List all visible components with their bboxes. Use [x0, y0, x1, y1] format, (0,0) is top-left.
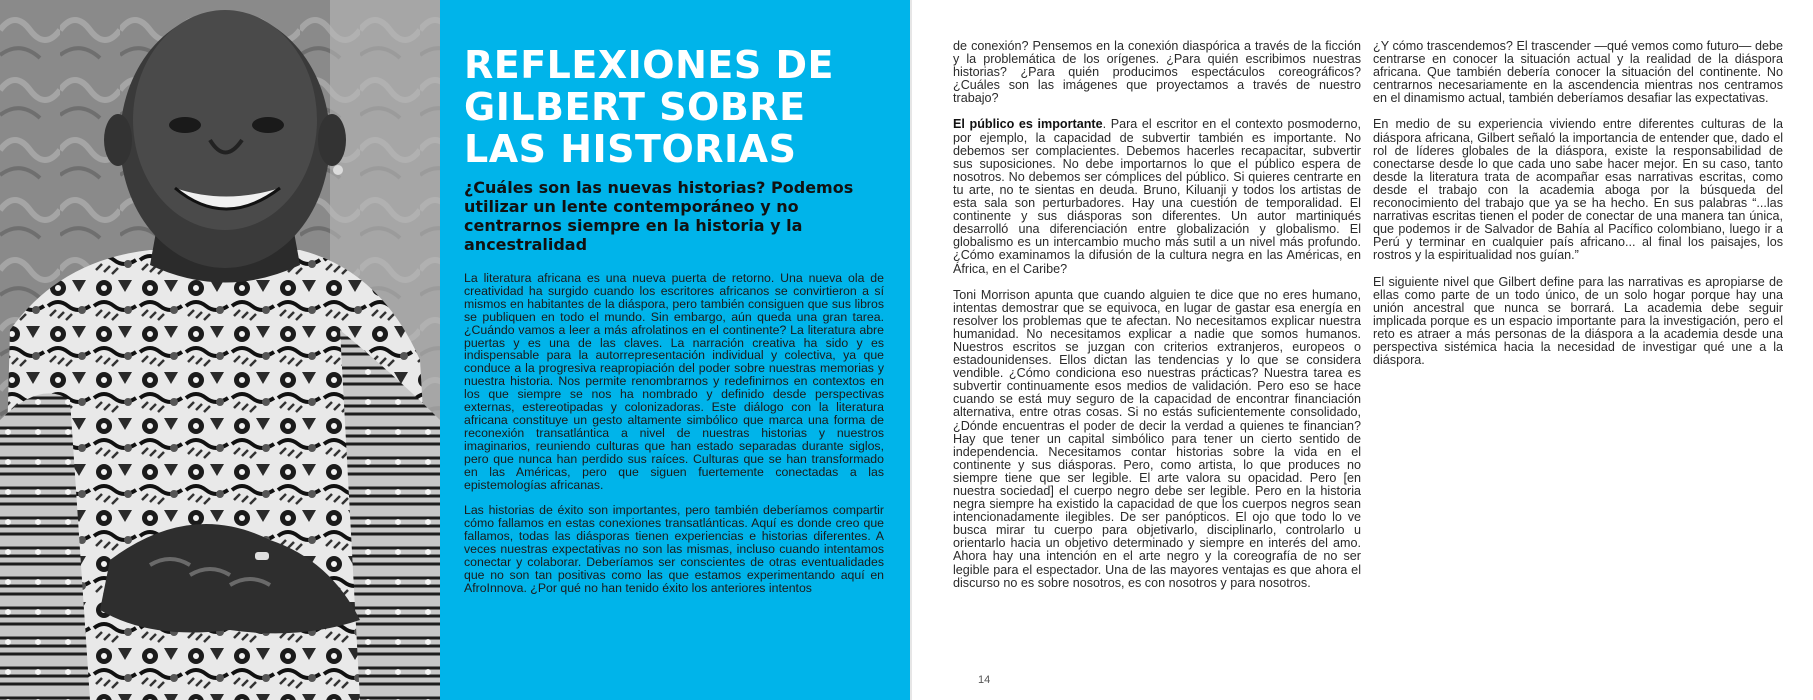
portrait-photo: [0, 0, 440, 700]
column-a-paragraph-3: Toni Morrison apunta que cuando alguien te dice que no eres humano, intentas demostrar que se equivoca, en lugar de gastar esa energía en resolver los problemas que te afectan. No necesitamos explicar nuestra humanidad. No necesitamos explicar a nadie que somos humanos. Nuestros escritos se juzgan con criterios extranjeros, europeos o estadounidenses. Ellos dictan las tendencias y lo que se considera vendible. ¿Cómo condiciona eso nuestras prácticas? Nuestra tarea es subvertir continuamente esos medios de validación. Pero eso se hace cuando se está muy seguro de la capacidad de encontrar financiación alternativa, entre otras cosas. Si no estás suficientemente consolidado, ¿Dónde encuentras el poder de decir la verdad a quienes te financian? Hay que tener un capital simbólico para tener un cierto sentido de independencia. Necesitamos contar historias sobre la vida en el continente y sus diásporas. Pero, como artista, lo que produces no siempre tiene que ser legible. El arte valora su opacidad. Pero [en nuestra sociedad] el cuerpo negro debe ser legible. Pero en la historia negra siempre ha existido la capacidad de que los cuerpos negros sean intencionadamente ilegibles. De ser panópticos. El ojo que todo lo ve busca mirar tu cuerpo para objetivarlo, disciplinarlo, controlarlo u orientarlo hacia un objetivo determinado y siempre en interés del amo. Ahora hay una intención en el arte negro y la coreografía de no ser legible para el espectador. Una de las mayores ventajas es que ahora el discurso no es sobre nosotros, es con nosotros y para nosotros.: [953, 287, 1361, 590]
page-gutter: [910, 0, 912, 700]
page-number: 14: [978, 674, 991, 686]
column-b: [1373, 40, 1783, 380]
cyan-article-panel: [440, 0, 910, 700]
intro-body: [464, 272, 884, 595]
column-a-paragraph-1: de conexión? Pensemos en la conexión diaspórica a través de la ficción y la problemática de los orígenes. ¿Para quién escribimos nuestras historias? ¿Para quién producimos espectáculos coreográficos? ¿Cuáles son las imágenes que proyectamos a través de nuestro trabajo?: [953, 39, 1361, 106]
column-b-paragraph-3: El siguiente nivel que Gilbert define para las narrativas es apropiarse de ellas como parte de un todo único, de un solo hogar porque hay una unión ancestral que nunca se borrará. La academia debe seguir implicada porque es un espacio importante para la investigación, pero el reto es atraer a más personas de la diáspora a la academia desde una perspectiva sistémica hacia la necesidad de investigar qué une a la diáspora.: [1373, 274, 1783, 368]
intro-paragraph: La literatura africana es una nueva puerta de retorno. Una nueva ola de creatividad ha surgido cuando los escritores africanos se convirtieron a sí mismos en habitantes de la diáspora, pero también consiguen que sus libros se publiquen en todo el mundo. Sin embargo, aún queda una gran tarea. ¿Cuándo vamos a leer a más afrolatinos en el continente? La literatura abre puertas y es una de las claves. La narración creativa ha sido y es indispensable para la autorrepresentación individual y colectiva, ya que conduce a la progresiva reapropiación del poder sobre nuestras memorias y nuestra historia. Nos permite renombrarnos y redefinirnos en contextos en los que siempre se nos ha nombrado y definido desde perspectivas externas, estereotipadas y colonizadoras. Este diálogo con la literatura africana constituye un gesto altamente simbólico que marca una forma de reconexión transatlántica a nivel de nuestras historias y nuestros imaginarios, reuniendo culturas que han estado separadas durante siglos, pero que nunca han perdido sus raíces. Culturas que se han transformado en las Américas, pero que siguen fuertemente conectadas a las epistemologías africanas.: [464, 271, 884, 492]
portrait-illustration: [0, 0, 440, 700]
column-b-paragraph-1: ¿Y cómo trascendemos? El trascender —qué vemos como futuro— debe centrarse en conocer la situación actual y la realidad de la diáspora africana. Que también debería conocer la situación del continente. No centrarnos necesariamente en la ascendencia mientras nos centramos en el dinamismo actual, también deberíamos desafiar las expectativas.: [1373, 39, 1783, 106]
column-b-paragraph-2: En medio de su experiencia viviendo entre diferentes culturas de la diáspora africana, Gilbert señaló la importancia de entender que, dado el rol de líderes globales de la diáspora, existe la responsabilidad de conectarse desde lo que cada uno sabe hacer mejor. En su caso, tanto desde la literatura trata de acompañar esas narrativas escritas, como desde el trabajo con la academia aboga por la búsqueda del reconocimiento del trabajo que ya se ha hecho. En sus palabras “...las narrativas escritas tienen el poder de conectar de una manera tan única, que podemos ir de Salvador de Bahía al Pacífico colombiano, luego ir a Perú y terminar en cualquier país africano... al final los paisajes, los rostros y la espiritualidad nos guían.”: [1373, 117, 1783, 263]
paragraph-text: . Para el escritor en el contexto posmoderno, por ejemplo, la capacidad de subvertir también es importante. No debemos ser complacientes. Debemos hacerles recapacitar, subvertir sus suposiciones. No debe importarnos lo que el público espera de nosotros. No debemos ser cómplices del público. Si quieres centrarte en tu arte, no te sientas en deuda. Bruno, Kiluanji y todos los artistas de esta sala son perturbadores. Hay una cuestión de temporalidad. El continente y sus diásporas son diferentes. Un autor martiniqués desarrolló una diferenciación entre globalización y globalismo. El globalismo es un intercambio mucho más sutil a un nivel más profundo. ¿Cómo examinamos la difusión de la cultura negra en las Américas, en África, en el Caribe?: [953, 117, 1362, 276]
column-a: [953, 40, 1361, 603]
article-title: REFLEXIONES DE GILBERT SOBRE LAS HISTORIAS: [464, 43, 834, 171]
lead-in-bold: El público es importante: [953, 117, 1103, 132]
article-subtitle: ¿Cuáles son las nuevas historias? Podemos utilizar un lente contemporáneo y no centrarnos siempre en la historia y la ancestralidad: [464, 178, 854, 254]
intro-paragraph: Las historias de éxito son importantes, pero también deberíamos compartir cómo fallamos en estas conexiones transatlánticas. Aquí es donde creo que fallamos, todas las diásporas tienen experiencias e historias diferentes. A veces nuestras expectativas no son las mismas, incluso cuando intentamos conectar y colaborar. Deberíamos ser conscientes de otras eventualidades que no son tan positivas como las que estamos experimentando aquí en AfroInnova. ¿Por qué no han tenido éxito los anteriores intentos: [464, 503, 884, 595]
column-a-paragraph-2: [953, 118, 1361, 275]
